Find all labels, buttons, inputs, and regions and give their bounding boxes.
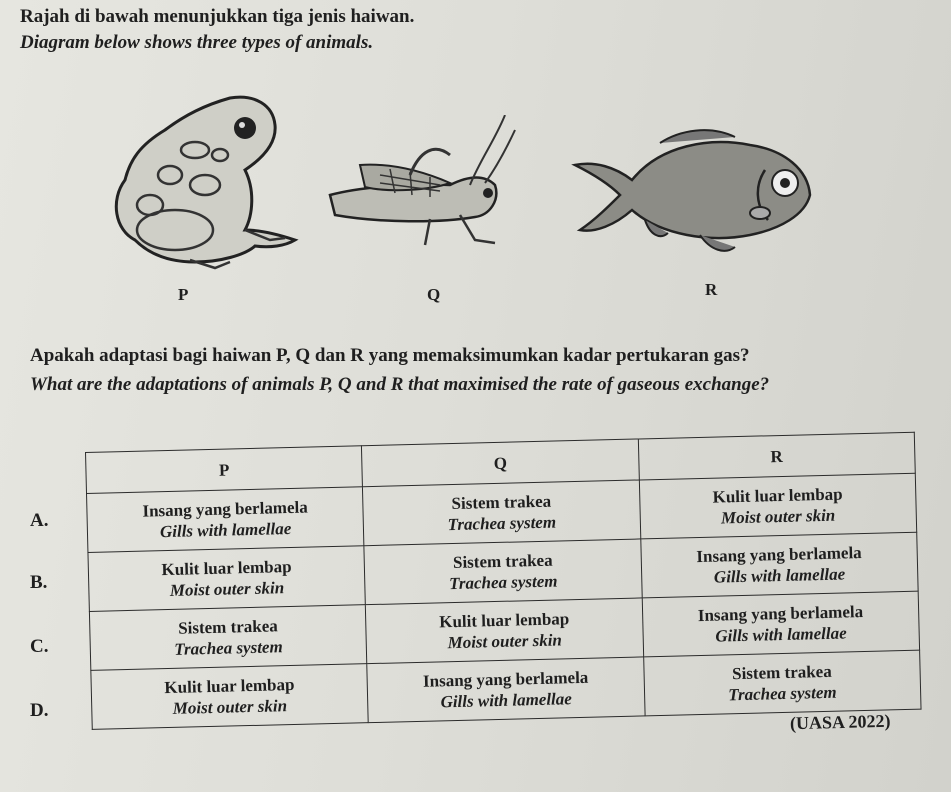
cell-b-q: Sistem trakea Trachea system xyxy=(364,539,642,605)
fish-icon xyxy=(570,125,820,265)
option-letter-b[interactable]: B. xyxy=(30,572,48,593)
intro-english: Diagram below shows three types of animals. xyxy=(20,32,374,53)
cell-d-r: Sistem trakea Trachea system xyxy=(643,650,921,716)
source-citation: (UASA 2022) xyxy=(789,710,891,734)
question-malay: Apakah adaptasi bagi haiwan P, Q dan R yang memaksimumkan kadar pertukaran gas? xyxy=(30,345,750,366)
options-table xyxy=(85,432,922,730)
option-letter-c[interactable]: C. xyxy=(30,636,49,657)
cell-a-p: Insang yang berlamela Gills with lamellae xyxy=(87,487,365,553)
options-table-wrapper xyxy=(85,432,922,758)
intro-malay: Rajah di bawah menunjukkan tiga jenis haiwan. xyxy=(20,6,415,27)
animals-figure xyxy=(90,85,850,325)
animal-label-r: R xyxy=(705,280,718,299)
cell-c-p: Sistem trakea Trachea system xyxy=(89,605,367,671)
cell-c-r: Insang yang berlamela Gills with lamellae xyxy=(642,591,920,657)
option-letter-d[interactable]: D. xyxy=(30,700,49,721)
grasshopper-icon xyxy=(320,115,530,255)
animal-label-p: P xyxy=(178,285,189,304)
header-p: P xyxy=(86,446,363,494)
cell-a-q: Sistem trakea Trachea system xyxy=(363,480,641,546)
frog-icon xyxy=(95,90,310,280)
cell-b-r: Insang yang berlamela Gills with lamellae xyxy=(640,532,918,598)
question-english: What are the adaptations of animals P, Q and R that maximised the rate of gaseous exchange? xyxy=(30,374,770,395)
animal-label-q: Q xyxy=(427,285,441,304)
cell-d-q: Insang yang berlamela Gills with lamellae xyxy=(367,657,645,723)
cell-d-p: Kulit luar lembap Moist outer skin xyxy=(91,664,369,730)
header-r: R xyxy=(638,432,915,480)
cell-b-p: Kulit luar lembap Moist outer skin xyxy=(88,546,366,612)
header-q: Q xyxy=(362,439,639,487)
cell-c-q: Kulit luar lembap Moist outer skin xyxy=(366,598,644,664)
option-letter-a[interactable]: A. xyxy=(30,510,49,531)
cell-a-r: Kulit luar lembap Moist outer skin xyxy=(639,473,917,539)
